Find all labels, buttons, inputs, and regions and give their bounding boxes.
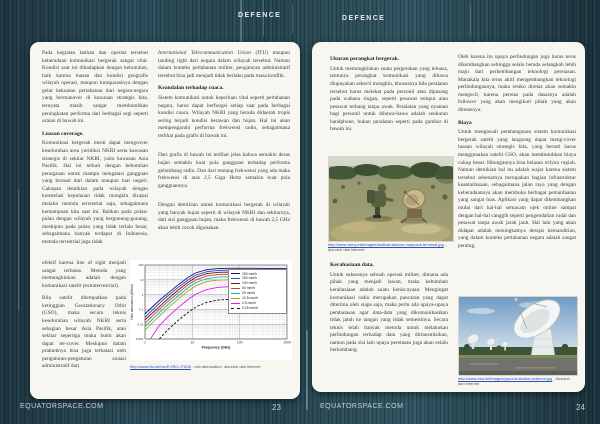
paragraph: Oleh karena itu upaya perlindungan juga harus terus dikembangkan sehingga selalu berada selangkah lebih maju dari perkembangan teknologi peretasan. Manakala kita terus aktif mengembangkan teknologi perlindungannya, maka resiko diretas akan semakin mengecil, karena peretas pada dasarnya adalah follower yang akan mengikuti pihak yang akan diretasnya. bbox=[458, 54, 576, 113]
paragraph: Untuk memungkinkan suatu pergerakan yang leluasa, tentunya perangkat komunikasi yang dibawa diupayakan sekecil mungkin, khususnya bila peralatan tersebut harus melekat pada personil atau dipasang pada wahana ringan, seperti pesawat tempur atau pesawat terbang tanpa awak. Peralatan yang nyaman bagi personil untuk dibawa-bawa adalah seukuran handphone, bukan peralatan seperti pada gambar di bawah ini. bbox=[330, 65, 448, 133]
left-page-column-2 bbox=[158, 50, 290, 238]
chart-source-link[interactable]: http://www.itu.int/rec/R-REC-P.838 bbox=[130, 364, 191, 369]
chart-legend bbox=[228, 269, 287, 314]
paragraph: Dengan demikian untuk komunikasi bergerak di wilayah yang banyak hujan seperti di wilayah NKRI dan sekitarnya, dari sisi gangguan hujan, maka frekwensi di bawah 2,5 GHz akan lebih cocok digunakan. bbox=[158, 202, 290, 231]
paragraph: Komunikasi bergerak mesti dapat mengcover keseluruhan area yuridiksi NKRI serta kawasan strategis di sekitar NKRI, yaitu kawasan Asia Pasifik. Hal ini terkait dengan kebutuhan penugasan untuk mampu mengatasi gangguan yang berasal dari dalam maupun luar negeri. Cakupan demikian pada wilayah dengan konstelasi kepulauan tidak mungkin dicapai melalui metoda terrestrial saja, sebagaimana kemampuan kita saat ini. Bahkan pada pulau-pulau dengan wilayah yang bergunung-gunung, meskipun pada pulau yang tidak terlalu besar, sebagaimana banyak terdapat di Indonesia, metoda terrestrial juga tidak bbox=[42, 140, 148, 245]
legend-label: 25 mm/h bbox=[242, 291, 256, 296]
paragraph: Bila satelit ditempatkan pada ketinggian Geostationary Orbit (GSO), maka secara teknis keseluruhan wilayah NKRI serta sebagian besar Asia Pasifik, atau sekitar sepertiga muka bumi akan dapat ter-cover. Meskipun dalam prakteknya bisa juga terbatasi oleh pengaturan-pengaturan zonasi administratif dari bbox=[42, 295, 126, 370]
page-number-left: 23 bbox=[272, 403, 281, 412]
paragraph: Pada kegiatan latihan dan operasi tersebut keberadaan komunikasi bergerak sangat vital. Kondisi saat ini dihadapkan dengan kebutuhan, baik karena luasan dan kondisi geografis wilayah operasi, maupun komparasinya dengan gelar kekuatan pertahanan dari negara-negara yang bermanuver di kawasan strategis kita, ternyata masih sangat membutuhkan peningkatan performa dari berbagai segi seperti uraian di bawah ini. bbox=[42, 50, 148, 125]
texture-streak bbox=[18, 190, 19, 310]
photo-caption: http://www.army.mil/images/tactical-satcom-manpack-terminal.jpg , diunduh dari internet bbox=[328, 242, 446, 253]
chart-caption: http://www.itu.int/rec/R-REC-P.838 , rain attenuation, diunduh dari internet bbox=[130, 364, 261, 369]
paragraph: International Telecommunication Union (ITU) maupun landing right dari negara dalam wilayah tersebut. Namun dalam konteks pertahanan militer, pengaturan administratif tersebut bisa jadi menjadi tidak berlaku pada masa konflik. bbox=[158, 50, 290, 79]
section-heading-kerahasiaan-data: Kerahasiaan data. bbox=[330, 262, 374, 268]
right-page-column-2 bbox=[458, 54, 576, 255]
section-heading-biaya: Biaya bbox=[458, 119, 472, 126]
legend-label: 0.25 mm/h bbox=[242, 306, 259, 311]
legend-line-swatch bbox=[231, 293, 240, 294]
field-satcom-illustration bbox=[329, 157, 453, 241]
texture-streak bbox=[240, 0, 242, 42]
photo-caption: http://www.esa.int/images/ground-station-antenna.jpg , diunduh dari internet bbox=[458, 376, 570, 387]
photo-source-link[interactable]: http://www.esa.int/images/ground-station-antenna.jpg bbox=[458, 376, 553, 381]
rain-attenuation-chart bbox=[130, 260, 292, 360]
legend-line-swatch bbox=[231, 283, 240, 284]
magazine-page-23 bbox=[30, 42, 300, 399]
svg-text:100: 100 bbox=[138, 263, 144, 268]
svg-text:100: 100 bbox=[236, 340, 243, 345]
section-heading-ukuran-perangkat: Ukuran perangkat bergerak. bbox=[330, 56, 400, 62]
paragraph: Sistem komunikasi untuk keperluan vital seperti pertahanan negara, harus dapat berfungsi setiap saat pada berbagai kondisi cuaca. Wilayah NKRI yang berada didaerah tropis sering terjadi kondisi berawan dan hujan. Hal ini akan mempengaruhi performa frekwensi radio, sebagaimana terlihat pada grafis di bawah ini. bbox=[158, 95, 290, 139]
running-header-left: DEFENCE bbox=[238, 12, 282, 19]
right-page-column-1-lower bbox=[330, 260, 448, 360]
paragraph: Dari grafis di bawah ini terlihat jelas bahwa semakin deras hujan semakin kuat pula gangguan terhadap performa gelombang radio. Dan dari rentang frekwensi yang ada maka frekwensi di atas 2,5 Giga Hertz semakin kuat pula gangguannya. bbox=[158, 152, 290, 189]
paragraph: efektif karena line of sight menjadi sangat terbatas. Metoda yang memungkinkan adalah dengan komunikasi satelit (extraterrestrial). bbox=[42, 260, 126, 289]
running-header-right: DEFENCE bbox=[342, 15, 386, 22]
legend-label: 150 mm/h bbox=[242, 276, 258, 281]
svg-text:1: 1 bbox=[141, 292, 144, 297]
legend-line-swatch bbox=[231, 308, 240, 309]
footer-site-right: EQUATORSPACE.COM bbox=[320, 403, 404, 410]
section-heading-keandalan-cuaca: Keandalan terhadap cuaca. bbox=[158, 85, 224, 92]
legend-label: 200 mm/h bbox=[242, 271, 258, 276]
footer-site-left: EQUATORSPACE.COM bbox=[20, 403, 104, 410]
ground-station-photo bbox=[458, 296, 578, 376]
left-page-column-1-continued bbox=[42, 260, 126, 376]
legend-label: 12.5 mm/h bbox=[242, 296, 259, 301]
italic-term: International Telecommunication Union bbox=[158, 50, 251, 56]
left-page-column-1 bbox=[42, 50, 148, 251]
svg-text:Frequency (GHz): Frequency (GHz) bbox=[201, 345, 231, 350]
ground-station-illustration bbox=[459, 297, 577, 375]
svg-text:0.01: 0.01 bbox=[137, 322, 144, 327]
page-number-right: 24 bbox=[576, 403, 585, 412]
svg-text:1: 1 bbox=[144, 340, 146, 345]
legend-line-swatch bbox=[231, 288, 240, 289]
svg-text:10: 10 bbox=[190, 340, 195, 345]
legend-line-swatch bbox=[231, 278, 240, 279]
texture-streak bbox=[292, 4, 293, 34]
texture-streak bbox=[470, 5, 471, 35]
paragraph: Untuk suksesnya sebuah operasi militer, dimana ada pihak yang menjadi lawan, maka kebutuhan kerahasiaan adalah suatu keniscayaan. Mengingat komunikasi radio merupakan pancaran yang dapat diterima oleh siapa saja, maka perlu ada upaya-upaya pembatasan agar data-data yang dikomunikasikan tidak jatuh ke tangan yang tidak semestinya. Secara teknis telah banyak metoda untuk melakukan perlindungan terhadap data yang ditransmisikan, namun pada sisi lain upaya peretasan juga akan selalu berkembang. bbox=[330, 271, 448, 354]
legend-label: 50 mm/h bbox=[242, 286, 256, 291]
svg-text:0.001: 0.001 bbox=[135, 337, 144, 342]
svg-text:1000: 1000 bbox=[283, 340, 291, 345]
section-heading-luasan-coverage: Luasan coverage. bbox=[42, 130, 84, 137]
magazine-page-24 bbox=[312, 42, 585, 392]
photo-source-link[interactable]: http://www.army.mil/images/tactical-satcom-manpack-terminal.jpg bbox=[328, 242, 444, 247]
field-satcom-photo bbox=[328, 156, 454, 242]
legend-label: 2.5 mm/h bbox=[242, 301, 257, 306]
svg-text:0.1: 0.1 bbox=[139, 307, 144, 312]
paragraph: Untuk mengawali pembangunan sistem komunikasi bergerak satelit yang langsung dapat meng-cover luasan wilayah strategis kita, yang berarti harus menggunakan satelit GSO, akan membutuhkan biaya cukup besar. Hitungannya bisa belasan trilyun rupiah. Namun demikian hal itu adalah wajar karena sistem tersebut sebenarnya merupakan bagian infrastruktur keantariksaan, sebagaimana jalan raya yang dengan keberadaannya akan membuka berbagai pemanfaatan yang sangat luas. Aplikasi yang dapat dikembangkan mulai dari hal-hal semacam ojek online sampai dengan hal-hal canggih seperti pengendalian rudal dan pesawat tanpa awak jarak jauh. Hal lain yang akan didapat adalah meningkatnya derajat kemandirian, yang dalam konteks pertahanan negara adalah sangat penting. bbox=[458, 129, 576, 249]
legend-entry bbox=[231, 306, 284, 311]
legend-label: 100 mm/h bbox=[242, 281, 258, 286]
svg-text:10: 10 bbox=[140, 278, 144, 282]
texture-streak bbox=[306, 330, 308, 410]
legend-line-swatch bbox=[231, 298, 240, 299]
svg-text:Rain attenuation (dB/km): Rain attenuation (dB/km) bbox=[130, 284, 135, 320]
legend-line-swatch bbox=[231, 303, 240, 304]
right-page-column-1 bbox=[330, 54, 448, 139]
legend-line-swatch bbox=[231, 273, 240, 274]
